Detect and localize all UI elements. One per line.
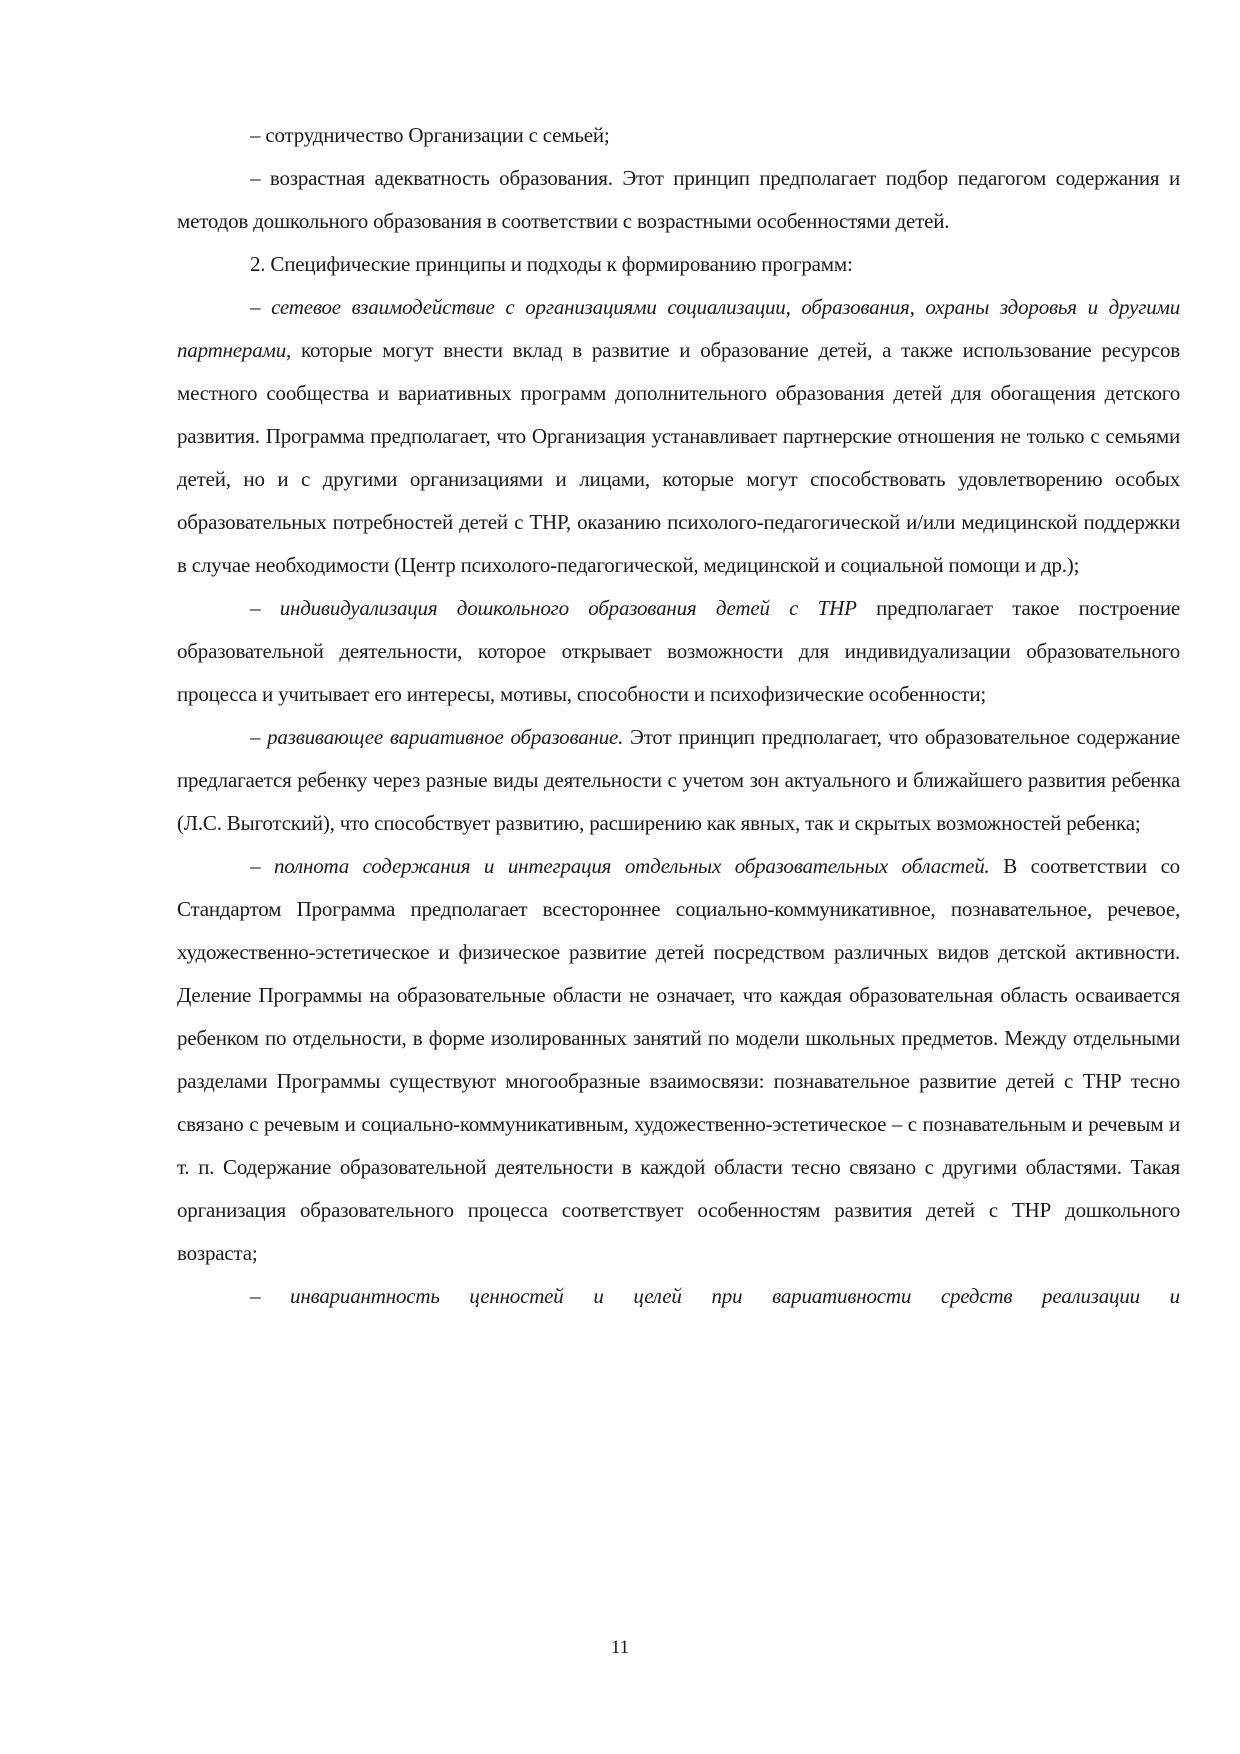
paragraph-dash: – — [250, 295, 272, 319]
paragraph-dash: – — [250, 1284, 291, 1308]
paragraph-text: В соответствии со Стандартом Программа предполагает всестороннее социально-коммуникативное, познавательное, речевое, художественно-эстетическое и физическое развитие детей посредством различных видов детской активности. Деление Программы на образовательные области не означает, что каждая образовательная область осваивается ребенком по отдельности, в форме изолированных занятий по модели школьных предметов. Между отдельными разделами Программы существуют многообразные взаимосвязи: познавательное развитие детей с ТНР тесно связано с речевым и социально-коммуникативным, художественно-эстетическое – с познавательным и речевым и т. п. Содержание образовательной деятельности в каждой области тесно связано с другими областями. Такая организация образовательного процесса соответствует особенностям развития детей с ТНР дошкольного возраста; — [177, 854, 1180, 1265]
paragraph-age-adequacy — [177, 157, 1180, 243]
paragraph-dash: – — [250, 596, 280, 620]
paragraph-italic-term: инвариантность ценностей и целей при вариативности средств реализации и — [290, 1284, 1180, 1308]
paragraph-italic-term: полнота содержания и интеграция отдельных образовательных областей. — [273, 854, 990, 878]
paragraph-text: предполагает такое построение образовательной деятельности, которое открывает возможности для индивидуализации образовательного процесса и учитывает его интересы, мотивы, способности и психофизические особенности; — [177, 596, 1180, 706]
paragraph-individualization — [177, 587, 1180, 716]
page-number: 11 — [610, 1637, 630, 1658]
paragraph-text: 2. Специфические принципы и подходы к формированию программ: — [250, 252, 853, 276]
paragraph-italic-term: сетевое взаимодействие с организациями социализации, образования, охраны здоровья и другими партнерами — [177, 295, 1180, 362]
paragraph-text: – возрастная адекватность образования. Этот принцип предполагает подбор педагогом содержания и методов дошкольного образования в соответствии с возрастными особенностями детей. — [177, 166, 1180, 233]
paragraph-dash: – — [250, 854, 274, 878]
document-page — [177, 114, 1180, 1318]
paragraph-dash: – — [250, 725, 268, 749]
paragraph-developing-education — [177, 716, 1180, 845]
paragraph-text: , которые могут внести вклад в развитие и образование детей, а также использование ресурсов местного сообщества и вариативных программ дополнительного образования детей для обогащения детского развития. Программа предполагает, что Организация устанавливает партнерские отношения не только с семьями детей, но и с другими организациями и лицами, которые могут способствовать удовлетворению особых образовательных потребностей детей с ТНР, оказанию психолого-педагогической и/или медицинской поддержки в случае необходимости (Центр психолого-педагогической, медицинской и социальной помощи и др.); — [177, 338, 1180, 577]
paragraph-italic-term: индивидуализация дошкольного образования детей с ТНР — [279, 596, 857, 620]
paragraph-family-cooperation — [177, 114, 1180, 157]
paragraph-value-invariance — [177, 1275, 1180, 1318]
paragraph-content-completeness — [177, 845, 1180, 1275]
paragraph-italic-term: развивающее вариативное образование. — [267, 725, 624, 749]
paragraph-specific-principles-heading — [177, 243, 1180, 286]
paragraph-network-interaction — [177, 286, 1180, 587]
paragraph-text: Этот принцип предполагает, что образовательное содержание предлагается ребенку через разные виды деятельности с учетом зон актуального и ближайшего развития ребенка (Л.С. Выготский), что способствует развитию, расширению как явных, так и скрытых возможностей ребенка; — [177, 725, 1180, 835]
paragraph-text: – сотрудничество Организации с семьей; — [250, 123, 610, 147]
